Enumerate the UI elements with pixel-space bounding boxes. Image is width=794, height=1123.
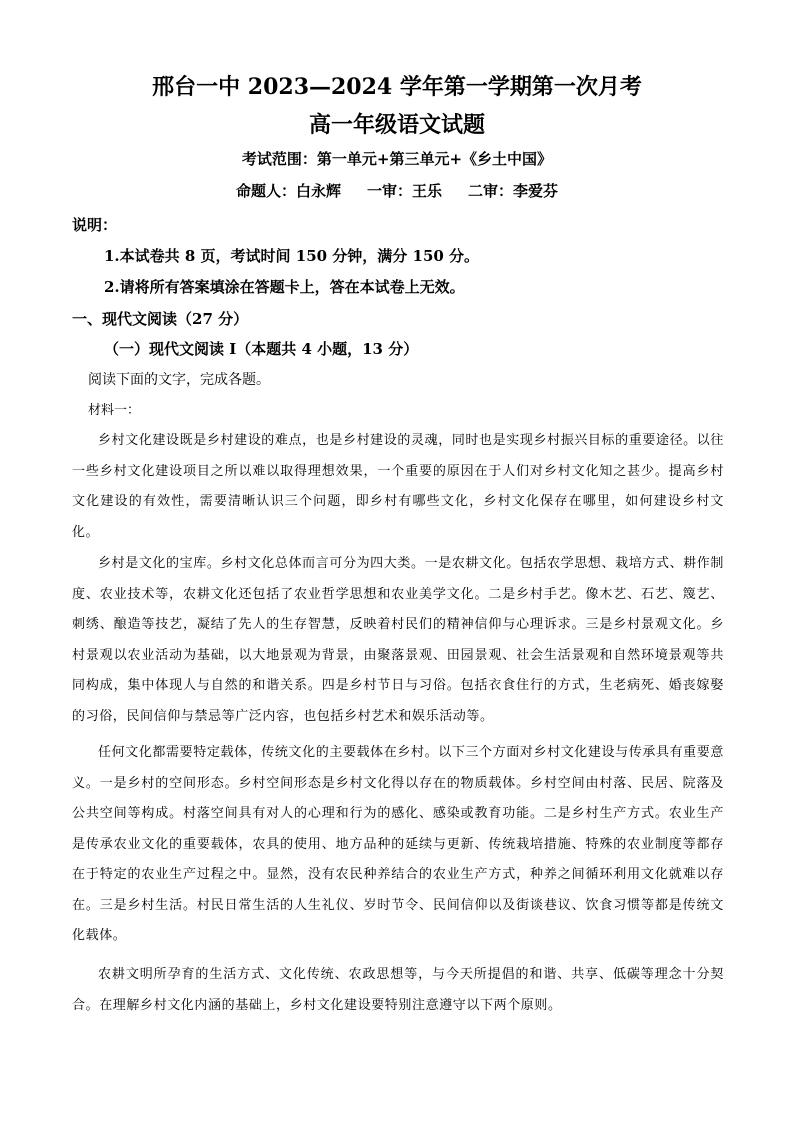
reviewer-1: 一审：王乐 bbox=[366, 182, 442, 200]
note-item: 1.本试卷共 8 页，考试时间 150 分钟，满分 150 分。 bbox=[104, 247, 480, 265]
paragraph: 农耕文明所孕育的生活方式、文化传统、农政思想等，与今天所提倡的和谐、共享、低碳等理念十分契合。在理解乡村文化内涵的基础上，乡村文化建设要特别注意遵守以下两个原则。 bbox=[72, 967, 724, 1013]
author: 命题人：白永辉 bbox=[235, 182, 341, 200]
exam-authors bbox=[0, 180, 794, 202]
paragraph: 乡村文化建设既是乡村建设的难点，也是乡村建设的灵魂，同时也是实现乡村振兴目标的重要途径。以往一些乡村文化建设项目之所以难以取得理想效果，一个重要的原因在于人们对乡村文化知之甚少。提高乡村文化建设的有效性，需要清晰认识三个问题，即乡村有哪些文化，乡村文化保存在哪里，如何建设乡村文化。 bbox=[72, 433, 724, 540]
notes-heading: 说明： bbox=[72, 216, 118, 234]
exam-scope: 考试范围：第一单元+第三单元+《乡土中国》 bbox=[241, 150, 553, 168]
reviewer-2: 二审：李爱芬 bbox=[468, 182, 559, 200]
exam-subtitle: 高一年级语文试题 bbox=[308, 112, 485, 138]
section-title: 一、现代文阅读（27 分） bbox=[72, 310, 249, 328]
section-subtitle: （一）现代文阅读 I（本题共 4 小题，13 分） bbox=[104, 340, 419, 358]
note-item: 2.请将所有答案填涂在答题卡上，答在本试卷上无效。 bbox=[104, 278, 465, 296]
paragraph: 乡村是文化的宝库。乡村文化总体而言可分为四大类。一是农耕文化。包括农学思想、栽培方式、耕作制度、农业技术等，农耕文化还包括了农业哲学思想和农业美学文化。二是乡村手艺。像木艺、石艺、篾艺、刺绣、酿造等技艺，凝结了先人的生存智慧，反映着村民们的精神信仰与心理诉求。三是乡村景观文化。乡村景观以农业活动为基础，以大地景观为背景，由聚落景观、田园景观、社会生活景观和自然环境景观等共同构成，集中体现人与自然的和谐关系。四是乡村节日与习俗。包括衣食住行的方式，生老病死、婚丧嫁娶的习俗，民间信仰与禁忌等广泛内容，也包括乡村艺术和娱乐活动等。 bbox=[72, 556, 724, 724]
reading-instruction: 阅读下面的文字，完成各题。 bbox=[88, 372, 270, 388]
exam-title: 邢台一中 2023—2024 学年第一学期第一次月考 bbox=[152, 74, 642, 100]
material-label: 材料一： bbox=[88, 403, 141, 418]
paragraph: 任何文化都需要特定载体，传统文化的主要载体在乡村。以下三个方面对乡村文化建设与传承具有重要意义。一是乡村的空间形态。乡村空间形态是乡村文化得以存在的物质载体。乡村空间由村落、民居、院落及公共空间等构成。村落空间具有对人的心理和行为的感化、感染或教育功能。二是乡村生产方式。农业生产是传承农业文化的重要载体，农具的使用、地方品种的延续与更新、传统栽培措施、特殊的农业制度等都存在于特定的农业生产过程之中。显然，没有农民种养结合的农业生产方式，种养之间循环利用文化就难以存在。三是乡村生活。村民日常生活的人生礼仪、岁时节令、民间信仰以及街谈巷议、饮食习惯等都是传统文化载体。 bbox=[72, 745, 724, 943]
